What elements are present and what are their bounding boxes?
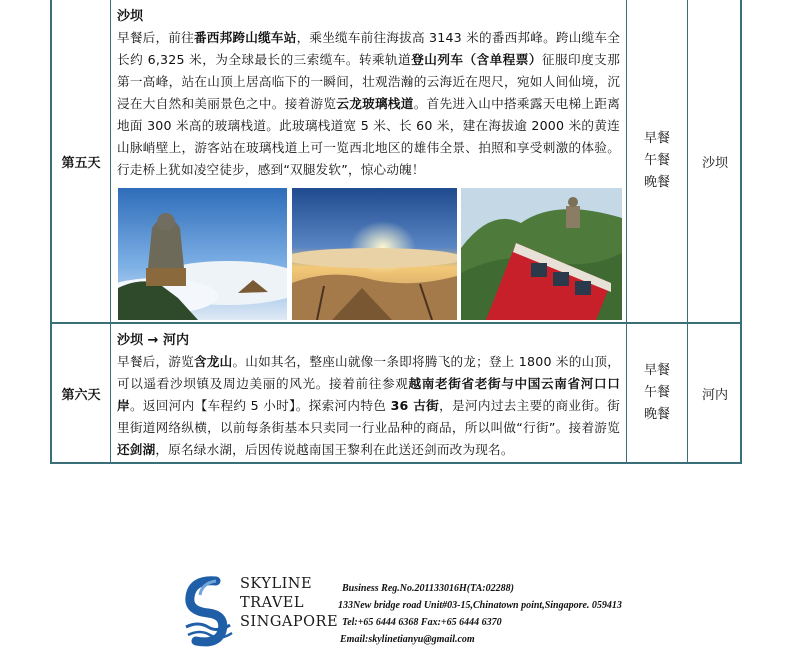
itinerary-table bbox=[50, 0, 742, 464]
sunrise-clouds-photo bbox=[292, 188, 457, 320]
meal-breakfast: 早餐 bbox=[643, 363, 670, 378]
business-reg: Business Reg.No.201133016H(TA:02288) bbox=[342, 583, 514, 594]
meals-cell bbox=[627, 324, 688, 462]
buddha-statue-photo bbox=[118, 188, 287, 320]
brand-name bbox=[240, 575, 338, 632]
hotel-cell bbox=[688, 0, 742, 322]
hotel-city: 沙坝 bbox=[701, 155, 728, 171]
day-label: 第五天 bbox=[61, 155, 101, 171]
brand-line: SKYLINE bbox=[240, 576, 313, 592]
itinerary-row-day6 bbox=[50, 324, 742, 464]
route-title: 沙坝 bbox=[117, 9, 144, 24]
hotel-cell bbox=[688, 324, 742, 462]
route-title: 沙坝 → 河内 bbox=[117, 333, 189, 348]
company-footer bbox=[178, 573, 628, 653]
day-description: 早餐后，游览含龙山。山如其名，整座山就像一条即将腾飞的龙；登上 1800 米的山顶，可以遥看沙坝镇及周边美丽的风光。接着前往参观越南老街省老街与中国云南省河口口岸。返回河内【车程约 5 小时】。探索河内特色 36 古街，是河内过去主要的商业街。街里街道网络纵横，以前每条街基本只卖同一行业品种的商品，所以叫做“行街”。接着游览还剑湖，原名绿水湖，后因传说越南国王黎利在此送还剑而改为现名。 bbox=[117, 354, 620, 457]
meal-dinner: 晚餐 bbox=[643, 407, 670, 422]
photo-strip bbox=[118, 188, 622, 320]
phone-fax: Tel:+65 6444 6368 Fax:+65 6444 6370 bbox=[342, 617, 502, 628]
itinerary-body bbox=[111, 0, 627, 322]
day-cell bbox=[52, 324, 111, 462]
contact-info bbox=[338, 580, 622, 648]
day-label: 第六天 bbox=[61, 387, 101, 403]
itinerary-body bbox=[111, 324, 627, 462]
meal-lunch: 午餐 bbox=[643, 385, 670, 400]
brand-line: SINGAPORE bbox=[240, 614, 339, 630]
day-cell bbox=[52, 0, 111, 322]
hotel-city: 河内 bbox=[701, 387, 728, 403]
brand-line: TRAVEL bbox=[240, 595, 305, 611]
meal-lunch: 午餐 bbox=[643, 153, 670, 168]
meal-dinner: 晚餐 bbox=[643, 175, 670, 190]
address: 133New bridge road Unit#03-15,Chinatown point,Singapore. 059413 bbox=[338, 600, 622, 611]
skyline-logo-icon bbox=[178, 575, 238, 647]
day-description: 早餐后，前往番西邦跨山缆车站，乘坐缆车前往海拔高 3143 米的番西邦峰。跨山缆车全长约 6,325 米，为全球最长的三索缆车。转乘轨道登山列车（含单程票）征服印度支那第一高峰，站在山顶上居高临下的一瞬间，壮观浩瀚的云海近在咫尺，宛如人间仙境，沉浸在大自然和美丽景色之中。接着游览云龙玻璃栈道。首先进入山中搭乘露天电梯上距离地面 300 米高的玻璃栈道。此玻璃栈道宽 5 米、长 60 米，建在海拔逾 2000 米的黄连山脉峭壁上，游客站在玻璃栈道上可一览西北地区的雄伟全景、拍照和享受刺激的体验。行走桥上犹如凌空徒步，感到“双腿发软”，惊心动魄！ bbox=[117, 30, 621, 177]
meal-breakfast: 早餐 bbox=[643, 131, 670, 146]
meals-cell bbox=[627, 0, 688, 322]
itinerary-row-day5 bbox=[50, 0, 742, 324]
funicular-train-photo bbox=[461, 188, 622, 320]
email: Email:skylinetianyu@gmail.com bbox=[340, 634, 475, 645]
